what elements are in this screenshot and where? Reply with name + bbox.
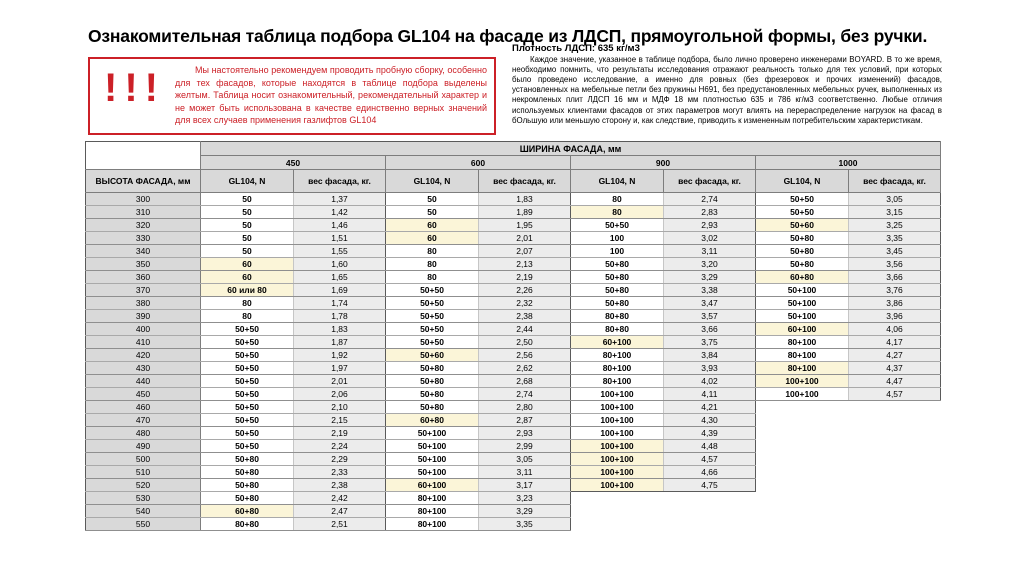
weight-cell: 3,02 — [664, 232, 756, 245]
weight-cell: 2,07 — [479, 245, 571, 258]
height-cell: 460 — [86, 401, 201, 414]
weight-cell: 2,56 — [479, 349, 571, 362]
gl104-cell: 50+100 — [756, 297, 849, 310]
empty-cell — [571, 518, 664, 531]
weight-cell: 3,05 — [479, 453, 571, 466]
gl104-cell: 50+60 — [756, 219, 849, 232]
empty-cell — [756, 440, 849, 453]
height-cell: 370 — [86, 284, 201, 297]
empty-cell — [756, 414, 849, 427]
weight-cell: 2,24 — [294, 440, 386, 453]
empty-cell — [849, 479, 941, 492]
gl104-cell: 50+100 — [756, 310, 849, 323]
density-label: Плотность ЛДСП: 635 кг/м3 — [512, 43, 640, 54]
weight-cell: 1,65 — [294, 271, 386, 284]
weight-cell: 1,69 — [294, 284, 386, 297]
table-row — [86, 518, 941, 531]
warning-box — [88, 57, 496, 135]
table-row — [86, 401, 941, 414]
table-row — [86, 297, 941, 310]
width-600-cell: 600 — [386, 156, 571, 170]
gl104-cell: 50+50 — [201, 427, 294, 440]
gl104-cell: 100+100 — [571, 466, 664, 479]
gl104-cell: 80 — [201, 310, 294, 323]
gl104-cell: 50+50 — [201, 375, 294, 388]
weight-cell: 3,11 — [479, 466, 571, 479]
table-row — [86, 453, 941, 466]
weight-cell: 1,51 — [294, 232, 386, 245]
empty-cell — [849, 427, 941, 440]
height-cell: 410 — [86, 336, 201, 349]
gl104-cell: 60 — [201, 258, 294, 271]
table-row — [86, 492, 941, 505]
weight-header: вес фасада, кг. — [664, 170, 756, 193]
weight-cell: 4,06 — [849, 323, 941, 336]
gl104-cell: 50+50 — [386, 323, 479, 336]
table-row — [86, 206, 941, 219]
gl104-cell: 100+100 — [571, 414, 664, 427]
gl104-cell: 50+50 — [201, 440, 294, 453]
width-title-cell: ШИРИНА ФАСАДА, мм — [201, 142, 941, 156]
weight-cell: 4,57 — [849, 388, 941, 401]
gl104-cell: 50+80 — [201, 492, 294, 505]
gl104-cell: 50 — [386, 193, 479, 206]
weight-cell: 3,45 — [849, 245, 941, 258]
weight-cell: 2,93 — [664, 219, 756, 232]
weight-cell: 1,83 — [294, 323, 386, 336]
gl104-cell: 50+80 — [571, 297, 664, 310]
weight-cell: 3,29 — [664, 271, 756, 284]
height-cell: 400 — [86, 323, 201, 336]
gl104-cell: 50+80 — [756, 258, 849, 271]
weight-cell: 4,66 — [664, 466, 756, 479]
info-paragraph: Каждое значение, указанное в таблице подбора, было лично проверено инженерами BOYARD. В то же время, необходимо помнить, что результаты исследования отражают реальность только для тех условий, при которых было проведено исследование, а именно для ровных (без фрезеровок и прочих изменений) фасадов, установленных на мебельные петли без пружины H691, без предустановленных мебельных ручек, выполненных из некромленых плит ЛДСП 16 мм и МДФ 18 мм плотностью 635 и 786 кг/м3 соответственно. Любые отличия используемых клиентами фасадов от этих параметров могут влиять на перераспределение нагрузок на фасад в бОльшую или меньшую сторону и, как следствие, приводить к измененным потребительским характеристикам. — [512, 55, 942, 125]
empty-cell — [571, 505, 664, 518]
table-row — [86, 466, 941, 479]
gl104-cell: 50+80 — [756, 232, 849, 245]
weight-cell: 4,27 — [849, 349, 941, 362]
weight-cell: 2,87 — [479, 414, 571, 427]
weight-cell: 1,87 — [294, 336, 386, 349]
gl104-cell: 50+80 — [571, 271, 664, 284]
gl104-cell: 50+80 — [386, 375, 479, 388]
weight-cell: 2,33 — [294, 466, 386, 479]
gl104-cell: 60+100 — [756, 323, 849, 336]
gl104-cell: 80+100 — [386, 492, 479, 505]
weight-cell: 2,74 — [479, 388, 571, 401]
height-cell: 430 — [86, 362, 201, 375]
height-cell: 530 — [86, 492, 201, 505]
gl104-cell: 60 — [201, 271, 294, 284]
empty-cell — [849, 505, 941, 518]
height-cell: 350 — [86, 258, 201, 271]
gl104-cell: 80 — [386, 258, 479, 271]
gl104-cell: 50+50 — [201, 414, 294, 427]
weight-cell: 2,51 — [294, 518, 386, 531]
empty-cell — [849, 401, 941, 414]
table-row — [86, 258, 941, 271]
weight-cell: 2,29 — [294, 453, 386, 466]
table-row — [86, 193, 941, 206]
gl104-cell: 80+100 — [756, 362, 849, 375]
weight-cell: 2,10 — [294, 401, 386, 414]
gl104-cell: 50+80 — [201, 466, 294, 479]
selection-table — [85, 141, 941, 531]
gl104-cell: 100+100 — [756, 375, 849, 388]
gl104-cell: 60+80 — [201, 505, 294, 518]
weight-cell: 2,62 — [479, 362, 571, 375]
table-header-row-widths — [86, 156, 941, 170]
height-cell: 310 — [86, 206, 201, 219]
width-450-cell: 450 — [201, 156, 386, 170]
weight-cell: 3,38 — [664, 284, 756, 297]
weight-cell: 2,01 — [479, 232, 571, 245]
weight-cell: 3,23 — [479, 492, 571, 505]
gl104-header: GL104, N — [201, 170, 294, 193]
gl104-cell: 50+50 — [571, 219, 664, 232]
weight-cell: 2,68 — [479, 375, 571, 388]
weight-cell: 3,11 — [664, 245, 756, 258]
weight-cell: 1,78 — [294, 310, 386, 323]
gl104-cell: 50+100 — [386, 440, 479, 453]
weight-cell: 2,42 — [294, 492, 386, 505]
weight-cell: 3,56 — [849, 258, 941, 271]
table-row — [86, 505, 941, 518]
weight-cell: 2,83 — [664, 206, 756, 219]
gl104-cell: 60 — [386, 219, 479, 232]
empty-cell — [664, 518, 756, 531]
weight-cell: 3,93 — [664, 362, 756, 375]
weight-header: вес фасада, кг. — [479, 170, 571, 193]
weight-cell: 3,84 — [664, 349, 756, 362]
weight-cell: 4,47 — [849, 375, 941, 388]
weight-cell: 3,57 — [664, 310, 756, 323]
gl104-cell: 60 — [386, 232, 479, 245]
gl104-cell: 100+100 — [571, 401, 664, 414]
table-row — [86, 388, 941, 401]
weight-cell: 4,11 — [664, 388, 756, 401]
gl104-cell: 80+100 — [571, 362, 664, 375]
height-cell: 420 — [86, 349, 201, 362]
empty-cell — [664, 505, 756, 518]
weight-header: вес фасада, кг. — [294, 170, 386, 193]
height-cell: 480 — [86, 427, 201, 440]
weight-cell: 4,39 — [664, 427, 756, 440]
gl104-cell: 50+50 — [201, 349, 294, 362]
width-1000-cell: 1000 — [756, 156, 941, 170]
gl104-header: GL104, N — [756, 170, 849, 193]
gl104-cell: 50+80 — [386, 401, 479, 414]
gl104-cell: 50+50 — [201, 362, 294, 375]
empty-cell — [849, 414, 941, 427]
gl104-cell: 100+100 — [756, 388, 849, 401]
height-cell: 390 — [86, 310, 201, 323]
weight-cell: 4,75 — [664, 479, 756, 492]
warning-text: Мы настоятельно рекомендуем проводить пробную сборку, особенно для тех фасадов, которые находятся в таблице подбора выделены желтым. Таблица носит ознакомительный, рекомендательный характер и не может быть использована в качестве единственно верных значений для всех случаев применения газлифтов GL104 — [174, 65, 487, 126]
corner-cell — [86, 142, 201, 170]
table-row — [86, 336, 941, 349]
gl104-header: GL104, N — [571, 170, 664, 193]
empty-cell — [756, 479, 849, 492]
height-cell: 300 — [86, 193, 201, 206]
weight-cell: 4,30 — [664, 414, 756, 427]
gl104-cell: 80+100 — [571, 349, 664, 362]
weight-cell: 2,80 — [479, 401, 571, 414]
gl104-cell: 80+100 — [756, 336, 849, 349]
weight-cell: 3,15 — [849, 206, 941, 219]
weight-cell: 3,76 — [849, 284, 941, 297]
weight-cell: 3,17 — [479, 479, 571, 492]
height-cell: 540 — [86, 505, 201, 518]
gl104-cell: 60+100 — [571, 336, 664, 349]
weight-cell: 3,20 — [664, 258, 756, 271]
gl104-cell: 80+100 — [756, 349, 849, 362]
width-900-cell: 900 — [571, 156, 756, 170]
gl104-cell: 50+50 — [201, 401, 294, 414]
weight-cell: 4,48 — [664, 440, 756, 453]
gl104-cell: 50+60 — [386, 349, 479, 362]
weight-cell: 3,66 — [664, 323, 756, 336]
weight-cell: 4,57 — [664, 453, 756, 466]
gl104-cell: 100+100 — [571, 440, 664, 453]
weight-cell: 2,13 — [479, 258, 571, 271]
weight-cell: 2,44 — [479, 323, 571, 336]
height-cell: 330 — [86, 232, 201, 245]
empty-cell — [849, 466, 941, 479]
gl104-cell: 50+80 — [201, 453, 294, 466]
weight-cell: 2,06 — [294, 388, 386, 401]
gl104-cell: 50+50 — [756, 206, 849, 219]
gl104-cell: 80 — [201, 297, 294, 310]
weight-cell: 2,32 — [479, 297, 571, 310]
empty-cell — [756, 492, 849, 505]
weight-cell: 4,17 — [849, 336, 941, 349]
gl104-cell: 50 — [201, 245, 294, 258]
empty-cell — [849, 492, 941, 505]
weight-cell: 1,60 — [294, 258, 386, 271]
weight-cell: 3,86 — [849, 297, 941, 310]
weight-cell: 1,37 — [294, 193, 386, 206]
gl104-cell: 80 — [386, 245, 479, 258]
weight-cell: 3,35 — [849, 232, 941, 245]
empty-cell — [849, 518, 941, 531]
gl104-cell: 50+80 — [756, 245, 849, 258]
weight-cell: 1,46 — [294, 219, 386, 232]
table-row — [86, 362, 941, 375]
page-title: Ознакомительная таблица подбора GL104 на фасаде из ЛДСП, прямоугольной формы, без ручки. — [88, 25, 928, 46]
height-cell: 500 — [86, 453, 201, 466]
gl104-cell: 50+80 — [386, 362, 479, 375]
height-cell: 550 — [86, 518, 201, 531]
gl104-cell: 50+80 — [386, 388, 479, 401]
table-header-row-width-title — [86, 142, 941, 156]
gl104-cell: 60+80 — [756, 271, 849, 284]
weight-cell: 2,19 — [294, 427, 386, 440]
gl104-header: GL104, N — [386, 170, 479, 193]
table-row — [86, 349, 941, 362]
empty-cell — [849, 440, 941, 453]
gl104-cell: 50+50 — [386, 310, 479, 323]
weight-cell: 3,29 — [479, 505, 571, 518]
weight-cell: 3,96 — [849, 310, 941, 323]
height-cell: 510 — [86, 466, 201, 479]
empty-cell — [849, 453, 941, 466]
gl104-cell: 50+80 — [571, 284, 664, 297]
weight-cell: 2,74 — [664, 193, 756, 206]
gl104-cell: 50+50 — [386, 297, 479, 310]
empty-cell — [756, 518, 849, 531]
weight-cell: 3,75 — [664, 336, 756, 349]
gl104-cell: 50+50 — [201, 323, 294, 336]
gl104-cell: 50+80 — [201, 479, 294, 492]
weight-cell: 2,19 — [479, 271, 571, 284]
height-cell: 320 — [86, 219, 201, 232]
gl104-cell: 80+80 — [571, 323, 664, 336]
weight-cell: 1,89 — [479, 206, 571, 219]
weight-cell: 2,01 — [294, 375, 386, 388]
weight-cell: 1,97 — [294, 362, 386, 375]
table-row — [86, 284, 941, 297]
empty-cell — [664, 492, 756, 505]
gl104-cell: 80 — [386, 271, 479, 284]
gl104-cell: 100 — [571, 232, 664, 245]
height-cell: 360 — [86, 271, 201, 284]
gl104-cell: 100+100 — [571, 453, 664, 466]
gl104-cell: 60+100 — [386, 479, 479, 492]
gl104-cell: 50+100 — [386, 453, 479, 466]
weight-cell: 3,66 — [849, 271, 941, 284]
weight-cell: 1,42 — [294, 206, 386, 219]
table-row — [86, 310, 941, 323]
weight-cell: 1,55 — [294, 245, 386, 258]
height-cell: 340 — [86, 245, 201, 258]
gl104-cell: 60 или 80 — [201, 284, 294, 297]
warning-exclamation-icon: !!! — [104, 66, 165, 110]
weight-cell: 2,38 — [479, 310, 571, 323]
gl104-cell: 50 — [386, 206, 479, 219]
table-row — [86, 375, 941, 388]
gl104-cell: 80+100 — [571, 375, 664, 388]
gl104-cell: 80 — [571, 193, 664, 206]
weight-cell: 1,83 — [479, 193, 571, 206]
weight-cell: 1,74 — [294, 297, 386, 310]
table-row — [86, 219, 941, 232]
empty-cell — [571, 492, 664, 505]
gl104-cell: 50 — [201, 219, 294, 232]
height-cell: 490 — [86, 440, 201, 453]
table-row — [86, 414, 941, 427]
gl104-cell: 80 — [571, 206, 664, 219]
gl104-cell: 60+80 — [386, 414, 479, 427]
weight-header: вес фасада, кг. — [849, 170, 941, 193]
gl104-cell: 50+50 — [386, 336, 479, 349]
weight-cell: 3,25 — [849, 219, 941, 232]
gl104-cell: 80+100 — [386, 505, 479, 518]
gl104-cell: 100+100 — [571, 479, 664, 492]
height-cell: 440 — [86, 375, 201, 388]
gl104-cell: 80+80 — [201, 518, 294, 531]
weight-cell: 2,26 — [479, 284, 571, 297]
gl104-cell: 50+100 — [386, 466, 479, 479]
empty-cell — [756, 453, 849, 466]
weight-cell: 2,47 — [294, 505, 386, 518]
height-title-cell: ВЫСОТА ФАСАДА, мм — [86, 170, 201, 193]
weight-cell: 2,93 — [479, 427, 571, 440]
weight-cell: 2,38 — [294, 479, 386, 492]
table-row — [86, 271, 941, 284]
table-row — [86, 427, 941, 440]
gl104-cell: 80+100 — [386, 518, 479, 531]
height-cell: 470 — [86, 414, 201, 427]
weight-cell: 3,47 — [664, 297, 756, 310]
gl104-cell: 50 — [201, 193, 294, 206]
gl104-cell: 50 — [201, 206, 294, 219]
weight-cell: 2,99 — [479, 440, 571, 453]
empty-cell — [756, 427, 849, 440]
gl104-cell: 50+50 — [201, 388, 294, 401]
weight-cell: 1,95 — [479, 219, 571, 232]
weight-cell: 4,37 — [849, 362, 941, 375]
table-row — [86, 232, 941, 245]
empty-cell — [756, 466, 849, 479]
weight-cell: 3,35 — [479, 518, 571, 531]
weight-cell: 4,21 — [664, 401, 756, 414]
weight-cell: 2,50 — [479, 336, 571, 349]
table-header-row-columns — [86, 170, 941, 193]
height-cell: 450 — [86, 388, 201, 401]
table-row — [86, 245, 941, 258]
table-row — [86, 323, 941, 336]
weight-cell: 3,05 — [849, 193, 941, 206]
height-cell: 520 — [86, 479, 201, 492]
weight-cell: 1,92 — [294, 349, 386, 362]
gl104-cell: 50+50 — [201, 336, 294, 349]
table-row — [86, 479, 941, 492]
empty-cell — [756, 505, 849, 518]
weight-cell: 2,15 — [294, 414, 386, 427]
gl104-cell: 50+50 — [386, 284, 479, 297]
gl104-cell: 50+80 — [571, 258, 664, 271]
gl104-cell: 50+100 — [386, 427, 479, 440]
table-row — [86, 440, 941, 453]
gl104-cell: 100 — [571, 245, 664, 258]
gl104-cell: 50 — [201, 232, 294, 245]
gl104-cell: 100+100 — [571, 427, 664, 440]
gl104-cell: 80+80 — [571, 310, 664, 323]
weight-cell: 4,02 — [664, 375, 756, 388]
gl104-cell: 50+50 — [756, 193, 849, 206]
gl104-cell: 50+100 — [756, 284, 849, 297]
height-cell: 380 — [86, 297, 201, 310]
gl104-cell: 100+100 — [571, 388, 664, 401]
empty-cell — [756, 401, 849, 414]
